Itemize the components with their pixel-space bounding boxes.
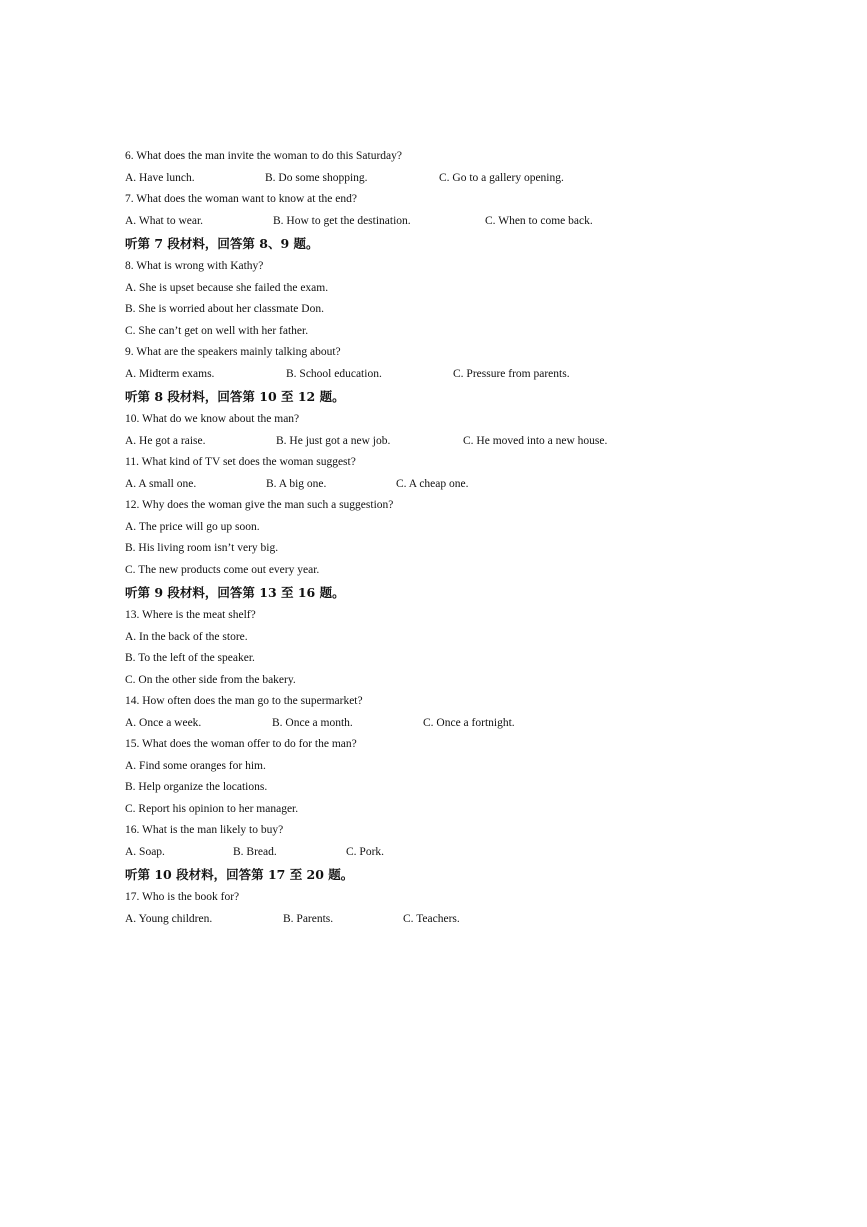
question-15-option-b: B. Help organize the locations.	[125, 781, 268, 793]
option-a: A. Young children.	[125, 912, 213, 925]
option-b: B. Do some shopping.	[265, 171, 368, 184]
question-12-stem: 12. Why does the woman give the man such a suggestion?	[125, 499, 394, 511]
option-a: A. A small one.	[125, 477, 197, 490]
option-b: B. He just got a new job.	[276, 434, 391, 447]
question-13-option-c: C. On the other side from the bakery.	[125, 673, 296, 686]
question-14-stem: 14. How often does the man go to the supermarket?	[125, 695, 363, 707]
option-c: C. He moved into a new house.	[463, 434, 608, 447]
option-c: C. Teachers.	[403, 912, 460, 925]
section-heading-7: 听第 7 段材料，回答第 8、9 题。	[125, 236, 319, 251]
question-6-stem: 6. What does the man invite the woman to do this Saturday?	[125, 150, 403, 162]
question-8-option-c: C. She can’t get on well with her father.	[125, 324, 309, 337]
question-13-stem: 13. Where is the meat shelf?	[125, 609, 256, 621]
question-8-option-b: B. She is worried about her classmate Don.	[125, 303, 324, 315]
option-b: B. Once a month.	[272, 716, 353, 729]
option-a: A. He got a raise.	[125, 434, 206, 447]
option-a: A. Have lunch.	[125, 171, 195, 184]
question-10-options	[125, 431, 825, 453]
question-12-option-c: C. The new products come out every year.	[125, 563, 320, 576]
question-7-options	[125, 211, 825, 233]
question-17-options	[125, 909, 825, 931]
question-12-option-a: A. The price will go up soon.	[125, 520, 260, 533]
question-6-options	[125, 168, 825, 190]
section-heading-10: 听第 10 段材料，回答第 17 至 20 题。	[125, 867, 354, 882]
section-heading-9: 听第 9 段材料，回答第 13 至 16 题。	[125, 585, 345, 600]
question-16-stem: 16. What is the man likely to buy?	[125, 824, 284, 836]
question-11-options	[125, 474, 825, 496]
section-heading-8: 听第 8 段材料，回答第 10 至 12 题。	[125, 389, 345, 404]
option-c: C. Pressure from parents.	[453, 367, 570, 380]
question-15-stem: 15. What does the woman offer to do for the man?	[125, 738, 357, 750]
option-b: B. Parents.	[283, 912, 334, 925]
option-a: A. Soap.	[125, 845, 165, 858]
option-a: A. Once a week.	[125, 716, 202, 729]
question-17-stem: 17. Who is the book for?	[125, 891, 240, 903]
option-b: B. School education.	[286, 367, 382, 380]
question-15-option-a: A. Find some oranges for him.	[125, 759, 266, 772]
option-b: B. A big one.	[266, 477, 327, 490]
question-11-stem: 11. What kind of TV set does the woman suggest?	[125, 456, 356, 468]
option-a: A. What to wear.	[125, 214, 204, 227]
option-c: C. A cheap one.	[396, 477, 469, 490]
question-16-options	[125, 842, 825, 864]
question-14-options	[125, 713, 825, 735]
exam-page	[125, 146, 825, 930]
option-c: C. Pork.	[346, 845, 385, 858]
question-13-option-b: B. To the left of the speaker.	[125, 652, 255, 664]
option-c: C. Once a fortnight.	[423, 716, 515, 729]
option-c: C. When to come back.	[485, 214, 593, 227]
question-8-option-a: A. She is upset because she failed the exam.	[125, 281, 329, 294]
option-b: B. How to get the destination.	[273, 214, 411, 227]
question-12-option-b: B. His living room isn’t very big.	[125, 542, 279, 554]
question-13-option-a: A. In the back of the store.	[125, 630, 248, 643]
question-9-options	[125, 364, 825, 386]
option-a: A. Midterm exams.	[125, 367, 215, 380]
option-c: C. Go to a gallery opening.	[439, 171, 564, 184]
option-b: B. Bread.	[233, 845, 277, 858]
question-7-stem: 7. What does the woman want to know at the end?	[125, 193, 357, 205]
question-15-option-c: C. Report his opinion to her manager.	[125, 802, 299, 815]
question-9-stem: 9. What are the speakers mainly talking about?	[125, 346, 341, 358]
question-10-stem: 10. What do we know about the man?	[125, 413, 300, 425]
question-8-stem: 8. What is wrong with Kathy?	[125, 260, 264, 272]
